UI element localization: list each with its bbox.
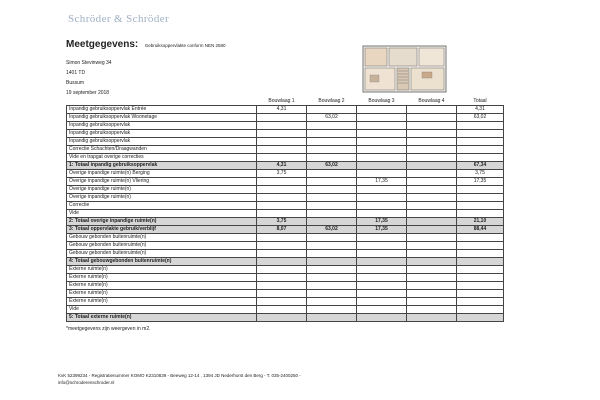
row-value-c3	[357, 106, 407, 114]
row-value-t	[457, 146, 504, 154]
table-row	[67, 170, 504, 178]
row-value-t	[457, 234, 504, 242]
row-value-t: 21,10	[457, 218, 504, 226]
row-value-c3: 17,35	[357, 226, 407, 234]
row-value-c2	[307, 266, 357, 274]
row-value-t: 67,34	[457, 162, 504, 170]
row-value-c3	[357, 154, 407, 162]
table-row	[67, 210, 504, 218]
address-street: Simon Stevinweg 34	[66, 60, 112, 66]
footer-line-2: info@schroderenschroder.nl	[58, 380, 115, 385]
row-value-t: 3,75	[457, 170, 504, 178]
header-bouwlaag-3: Bouwlaag 3	[357, 98, 407, 106]
row-value-t	[457, 138, 504, 146]
row-value-c2	[307, 306, 357, 314]
row-value-c1	[257, 194, 307, 202]
row-value-t	[457, 290, 504, 298]
address-date: 19 september 2018	[66, 90, 110, 96]
row-value-c1	[257, 250, 307, 258]
row-value-c4	[407, 186, 457, 194]
unit-note: *meetgegevens zijn weergeven in m2.	[66, 326, 151, 332]
row-value-c2	[307, 250, 357, 258]
address-city: Bussum	[66, 80, 85, 86]
header-bouwlaag-1: Bouwlaag 1	[257, 98, 307, 106]
row-value-t	[457, 202, 504, 210]
row-value-t	[457, 314, 504, 322]
row-value-c1	[257, 210, 307, 218]
row-label: Externe ruimte(n)	[67, 290, 257, 298]
row-value-c2: 63,02	[307, 162, 357, 170]
row-value-c1	[257, 242, 307, 250]
row-value-t: 63,02	[457, 114, 504, 122]
row-value-c4	[407, 146, 457, 154]
row-value-c2	[307, 210, 357, 218]
row-label: Externe ruimte(n)	[67, 266, 257, 274]
row-value-c4	[407, 266, 457, 274]
row-value-c3	[357, 186, 407, 194]
row-value-c4	[407, 138, 457, 146]
row-value-c2	[307, 314, 357, 322]
table-row	[67, 242, 504, 250]
row-value-c4	[407, 202, 457, 210]
row-value-t	[457, 186, 504, 194]
table-row	[67, 282, 504, 290]
table-row	[67, 114, 504, 122]
row-label: Inpandig gebruiksoppervlak	[67, 122, 257, 130]
measurement-table	[66, 98, 504, 322]
table-row	[67, 146, 504, 154]
row-value-c1	[257, 306, 307, 314]
row-value-c3	[357, 290, 407, 298]
row-value-c4	[407, 218, 457, 226]
row-label: Vide en trapgat overige correcties	[67, 154, 257, 162]
row-value-c1	[257, 154, 307, 162]
table-row	[67, 298, 504, 306]
row-value-c2	[307, 282, 357, 290]
table-row	[67, 274, 504, 282]
header-label	[67, 98, 257, 106]
header-bouwlaag-4: Bouwlaag 4	[407, 98, 457, 106]
row-value-c4	[407, 170, 457, 178]
row-label: Inpandig gebruiksoppervlak	[67, 130, 257, 138]
row-value-c2	[307, 290, 357, 298]
row-value-c1	[257, 178, 307, 186]
row-value-c2: 63,02	[307, 114, 357, 122]
table-row	[67, 250, 504, 258]
row-value-c4	[407, 154, 457, 162]
row-label: Gebouw gebonden buitenruimte(n)	[67, 250, 257, 258]
row-value-c4	[407, 130, 457, 138]
row-value-t: 17,35	[457, 178, 504, 186]
row-value-c1: 8,07	[257, 226, 307, 234]
header-totaal: Totaal	[457, 98, 504, 106]
row-value-c3: 17,35	[357, 218, 407, 226]
row-value-c2	[307, 138, 357, 146]
row-value-c1	[257, 314, 307, 322]
row-label: Inpandig gebruiksoppervlak Entrée	[67, 106, 257, 114]
row-value-t	[457, 274, 504, 282]
table-row	[67, 186, 504, 194]
row-value-c4	[407, 274, 457, 282]
row-value-c4	[407, 122, 457, 130]
row-value-c1	[257, 130, 307, 138]
row-value-c3: 17,35	[357, 178, 407, 186]
row-value-t	[457, 266, 504, 274]
table-row	[67, 290, 504, 298]
row-label: 4: Totaal gebouwgebonden buitenruimte(n)	[67, 258, 257, 266]
row-value-c3	[357, 138, 407, 146]
row-value-c1: 4,31	[257, 106, 307, 114]
row-value-c3	[357, 210, 407, 218]
row-value-c1: 3,75	[257, 170, 307, 178]
row-label: Vide	[67, 210, 257, 218]
row-value-c3	[357, 170, 407, 178]
row-label: Overige inpandige ruimte(n) Berging	[67, 170, 257, 178]
row-value-c2	[307, 274, 357, 282]
row-value-c1: 3,75	[257, 218, 307, 226]
row-value-c2	[307, 130, 357, 138]
row-label: 2: Totaal overige inpandige ruimte(n)	[67, 218, 257, 226]
row-value-c1	[257, 146, 307, 154]
row-value-c1	[257, 186, 307, 194]
row-value-c3	[357, 146, 407, 154]
table-total-row	[67, 218, 504, 226]
row-value-c1	[257, 282, 307, 290]
row-label: Externe ruimte(n)	[67, 298, 257, 306]
row-label: 5: Totaal externe ruimte(n)	[67, 314, 257, 322]
row-value-c3	[357, 202, 407, 210]
row-value-t	[457, 298, 504, 306]
row-value-c4	[407, 250, 457, 258]
row-value-c1	[257, 298, 307, 306]
footer-line-1: KvK 52399234 - Registratienummer KOMO K2310839 - Beeweg 12-14 , 1394 JD Nederhorst den Berg - T. 035-2400250 -	[58, 373, 301, 378]
row-value-c4	[407, 298, 457, 306]
row-value-c4	[407, 234, 457, 242]
row-value-c2	[307, 122, 357, 130]
row-value-c2	[307, 202, 357, 210]
row-label: Gebouw gebonden buitenruimte(n)	[67, 242, 257, 250]
table-total-row	[67, 162, 504, 170]
row-value-c2	[307, 194, 357, 202]
row-label: Overige inpandige ruimte(n)	[67, 194, 257, 202]
row-value-c2	[307, 154, 357, 162]
row-value-t: 88,44	[457, 226, 504, 234]
row-value-t	[457, 282, 504, 290]
row-value-c1: 4,31	[257, 162, 307, 170]
table-row	[67, 234, 504, 242]
row-value-t: 4,31	[457, 106, 504, 114]
row-value-c1	[257, 202, 307, 210]
row-value-c3	[357, 274, 407, 282]
company-logo	[68, 13, 198, 26]
row-value-c3	[357, 114, 407, 122]
row-value-c4	[407, 226, 457, 234]
row-value-c3	[357, 234, 407, 242]
row-value-c4	[407, 194, 457, 202]
row-value-c2	[307, 218, 357, 226]
row-value-c3	[357, 194, 407, 202]
row-value-t	[457, 194, 504, 202]
row-value-t	[457, 250, 504, 258]
row-value-c1	[257, 114, 307, 122]
table-total-row	[67, 314, 504, 322]
row-value-c2	[307, 258, 357, 266]
row-value-c1	[257, 290, 307, 298]
row-value-c3	[357, 298, 407, 306]
row-value-t	[457, 130, 504, 138]
row-value-c2	[307, 170, 357, 178]
table-row	[67, 130, 504, 138]
row-label: Correctie Schachten/Draagwanden	[67, 146, 257, 154]
table-row	[67, 202, 504, 210]
row-label: Inpandig gebruiksoppervlak	[67, 138, 257, 146]
row-value-c3	[357, 258, 407, 266]
title-row	[66, 34, 226, 52]
row-value-c4	[407, 106, 457, 114]
row-value-c3	[357, 122, 407, 130]
row-value-c2	[307, 146, 357, 154]
header-bouwlaag-2: Bouwlaag 2	[307, 98, 357, 106]
row-value-c3	[357, 130, 407, 138]
row-label: Overige inpandige ruimte(n)	[67, 186, 257, 194]
table-total-row	[67, 226, 504, 234]
row-value-c2	[307, 106, 357, 114]
row-value-c2	[307, 178, 357, 186]
row-value-c3	[357, 314, 407, 322]
row-value-t	[457, 154, 504, 162]
row-label: Gebouw gebonden buitenruimte(n)	[67, 234, 257, 242]
table-row	[67, 154, 504, 162]
row-label: Correctie	[67, 202, 257, 210]
row-label: Externe ruimte(n)	[67, 274, 257, 282]
table-row	[67, 306, 504, 314]
table-row	[67, 178, 504, 186]
row-label: 1: Totaal inpandig gebruiksoppervlak	[67, 162, 257, 170]
row-value-c4	[407, 282, 457, 290]
table-row	[67, 194, 504, 202]
address-block	[66, 58, 112, 98]
row-value-c2: 63,02	[307, 226, 357, 234]
row-value-c2	[307, 298, 357, 306]
row-value-c4	[407, 314, 457, 322]
row-value-t	[457, 122, 504, 130]
row-value-c4	[407, 210, 457, 218]
floorplan-image	[362, 45, 447, 93]
row-label: Inpandig gebruiksoppervlak Woonetage	[67, 114, 257, 122]
page-subtitle: Gebruiksoppervlakte conform NEN 2580	[144, 43, 226, 48]
footer	[58, 372, 478, 386]
row-value-c2	[307, 186, 357, 194]
row-value-c2	[307, 242, 357, 250]
table-header-row	[67, 98, 504, 106]
row-value-c3	[357, 266, 407, 274]
row-value-c3	[357, 242, 407, 250]
row-label: Overige inpandige ruimte(n) Vliering	[67, 178, 257, 186]
row-value-c4	[407, 178, 457, 186]
row-value-t	[457, 258, 504, 266]
table-row	[67, 138, 504, 146]
row-value-c4	[407, 162, 457, 170]
row-value-c1	[257, 122, 307, 130]
row-value-c1	[257, 274, 307, 282]
row-value-c4	[407, 114, 457, 122]
table-row	[67, 266, 504, 274]
row-value-c1	[257, 234, 307, 242]
row-value-c3	[357, 162, 407, 170]
row-value-t	[457, 242, 504, 250]
row-value-c3	[357, 306, 407, 314]
row-value-c4	[407, 258, 457, 266]
table-total-row	[67, 258, 504, 266]
address-postcode: 1401 TD	[66, 70, 86, 76]
row-value-c3	[357, 250, 407, 258]
row-label: Vide	[67, 306, 257, 314]
row-label: Externe ruimte(n)	[67, 282, 257, 290]
row-label: 3: Totaal oppervlakte gebruik/verblijf	[67, 226, 257, 234]
page-title: Meetgegevens:	[66, 39, 139, 50]
row-value-c4	[407, 306, 457, 314]
row-value-c4	[407, 290, 457, 298]
row-value-t	[457, 306, 504, 314]
row-value-c1	[257, 258, 307, 266]
logo-name: Schröder & Schröder	[68, 13, 170, 25]
table-row	[67, 106, 504, 114]
row-value-t	[457, 210, 504, 218]
row-value-c1	[257, 266, 307, 274]
row-value-c3	[357, 282, 407, 290]
row-value-c2	[307, 234, 357, 242]
table-row	[67, 122, 504, 130]
row-value-c1	[257, 138, 307, 146]
row-value-c4	[407, 242, 457, 250]
